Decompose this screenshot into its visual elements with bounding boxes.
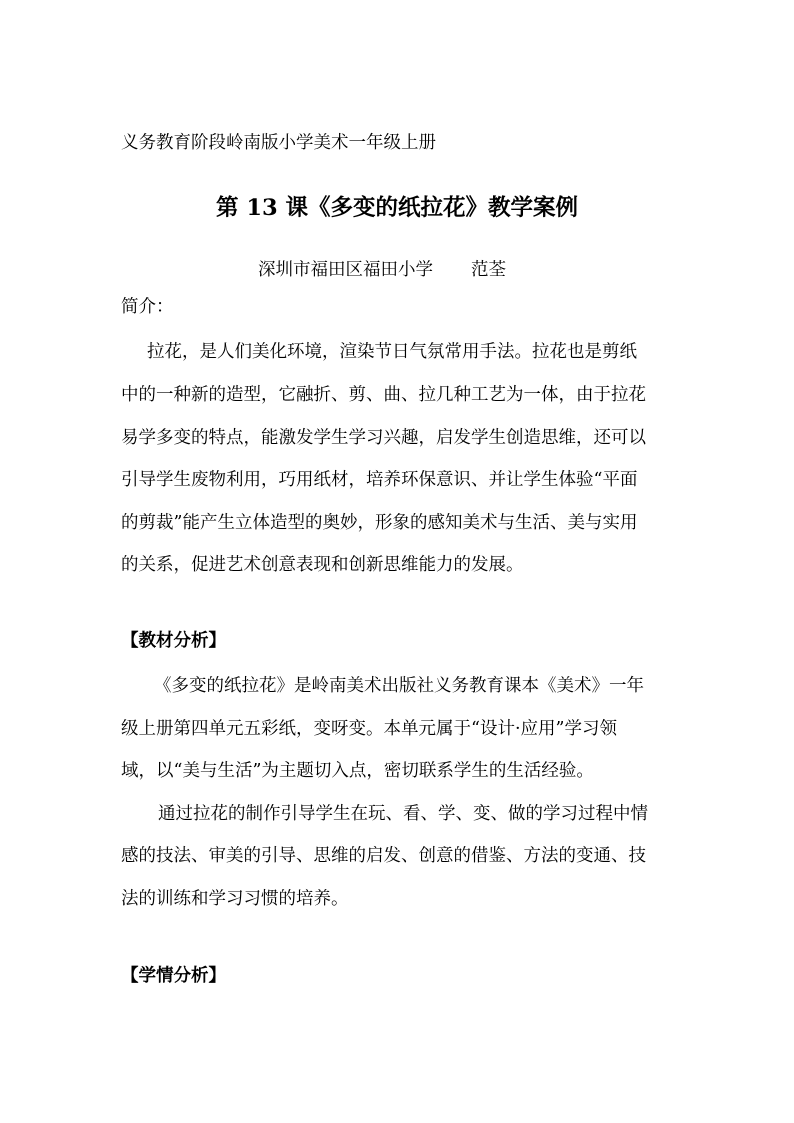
intro-heading: 简介： — [121, 297, 174, 317]
textbook-para1-line: 域，以“美与生活”为主题切入点，密切联系学生的生活经验。 — [121, 761, 594, 781]
textbook-para1-line: 《多变的纸拉花》是岭南美术出版社义务教育课本《美术》一年 — [154, 676, 644, 696]
intro-line: 中的一种新的造型，它融折、剪、曲、拉几种工艺为一体，由于拉花 — [121, 385, 646, 405]
lesson-title: 第 13 课《多变的纸拉花》教学案例 — [216, 195, 578, 221]
textbook-para2-line: 感的技法、审美的引导、思维的启发、创意的借鉴、方法的变通、技 — [121, 846, 646, 866]
textbook-para2-line: 通过拉花的制作引导学生在玩、看、学、变、做的学习过程中情 — [158, 804, 648, 824]
textbook-series-line: 义务教育阶段岭南版小学美术一年级上册 — [121, 133, 436, 153]
intro-line: 拉花，是人们美化环境，渲染节日气氛常用手法。拉花也是剪纸 — [147, 342, 637, 362]
author-line — [258, 260, 506, 280]
textbook-para2-line: 法的训练和学习习惯的培养。 — [121, 889, 349, 909]
intro-line: 的剪裁”能产生立体造型的奥妙，形象的感知美术与生活、美与实用 — [121, 513, 638, 533]
author-school: 深圳市福田区福田小学 — [258, 260, 433, 280]
textbook-para1-line: 级上册第四单元五彩纸，变呀变。本单元属于“设计·应用”学习领 — [121, 719, 617, 739]
learner-analysis-heading: 【学情分析】 — [121, 966, 226, 986]
intro-line: 的关系，促进艺术创意表现和创新思维能力的发展。 — [121, 555, 524, 575]
textbook-analysis-heading: 【教材分析】 — [121, 631, 226, 651]
author-name: 范荃 — [471, 260, 506, 280]
intro-line: 易学多变的特点，能激发学生学习兴趣，启发学生创造思维，还可以 — [121, 428, 646, 448]
intro-line: 引导学生废物利用，巧用纸材，培养环保意识、并让学生体验“平面 — [121, 470, 638, 490]
